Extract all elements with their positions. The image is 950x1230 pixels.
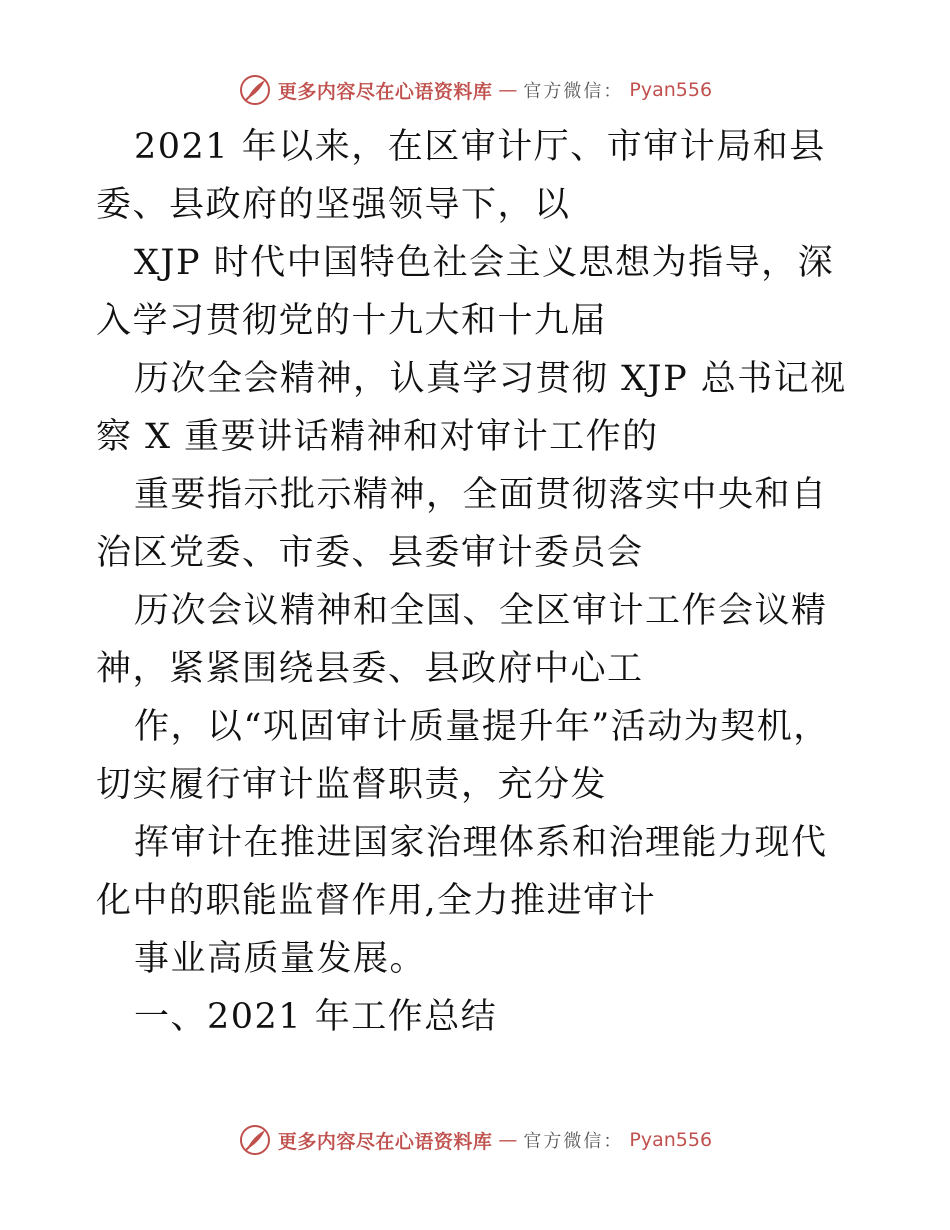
header-dash: — — [498, 79, 518, 101]
body-paragraph: 挥审计在推进国家治理体系和治理能力现代化中的职能监督作用,全力推进审计 — [96, 823, 828, 921]
body-paragraph: 作，以“巩固审计质量提升年”活动为契机，切实履行审计监督职责，充分发 — [96, 707, 830, 805]
header-wechat-label: 官方微信： — [523, 81, 624, 102]
quill-logo-icon — [238, 73, 272, 107]
body-paragraph: 历次会议精神和全国、全区审计工作会议精神，紧紧围绕县委、县政府中心工 — [96, 591, 828, 689]
quill-logo-icon — [238, 1123, 272, 1157]
body-paragraph: XJP 时代中国特色社会主义思想为指导，深入学习贯彻党的十九大和十九届 — [96, 243, 835, 341]
body-paragraph: 事业高质量发展。 — [134, 939, 427, 979]
footer-watermark-banner — [0, 1120, 950, 1160]
header-wechat-id: Pyan556 — [629, 79, 713, 101]
footer-site-name: 更多内容尽在心语资料库 — [277, 1130, 493, 1153]
header-site-name: 更多内容尽在心语资料库 — [277, 80, 493, 103]
footer-dash: — — [498, 1129, 518, 1151]
section-heading: 一、2021 年工作总结 — [134, 997, 498, 1037]
body-paragraph: 2021 年以来，在区审计厅、市审计局和县委、县政府的坚强领导下，以 — [96, 127, 826, 225]
footer-wechat-id: Pyan556 — [629, 1129, 713, 1151]
body-paragraph: 历次全会精神，认真学习贯彻 XJP 总书记视察 X 重要讲话精神和对审计工作的 — [96, 359, 847, 457]
footer-wechat-label: 官方微信： — [523, 1131, 624, 1152]
body-paragraph: 重要指示批示精神，全面贯彻落实中央和自治区党委、市委、县委审计委员会 — [96, 475, 828, 573]
document-body — [96, 118, 856, 1046]
header-watermark-banner — [0, 70, 950, 110]
